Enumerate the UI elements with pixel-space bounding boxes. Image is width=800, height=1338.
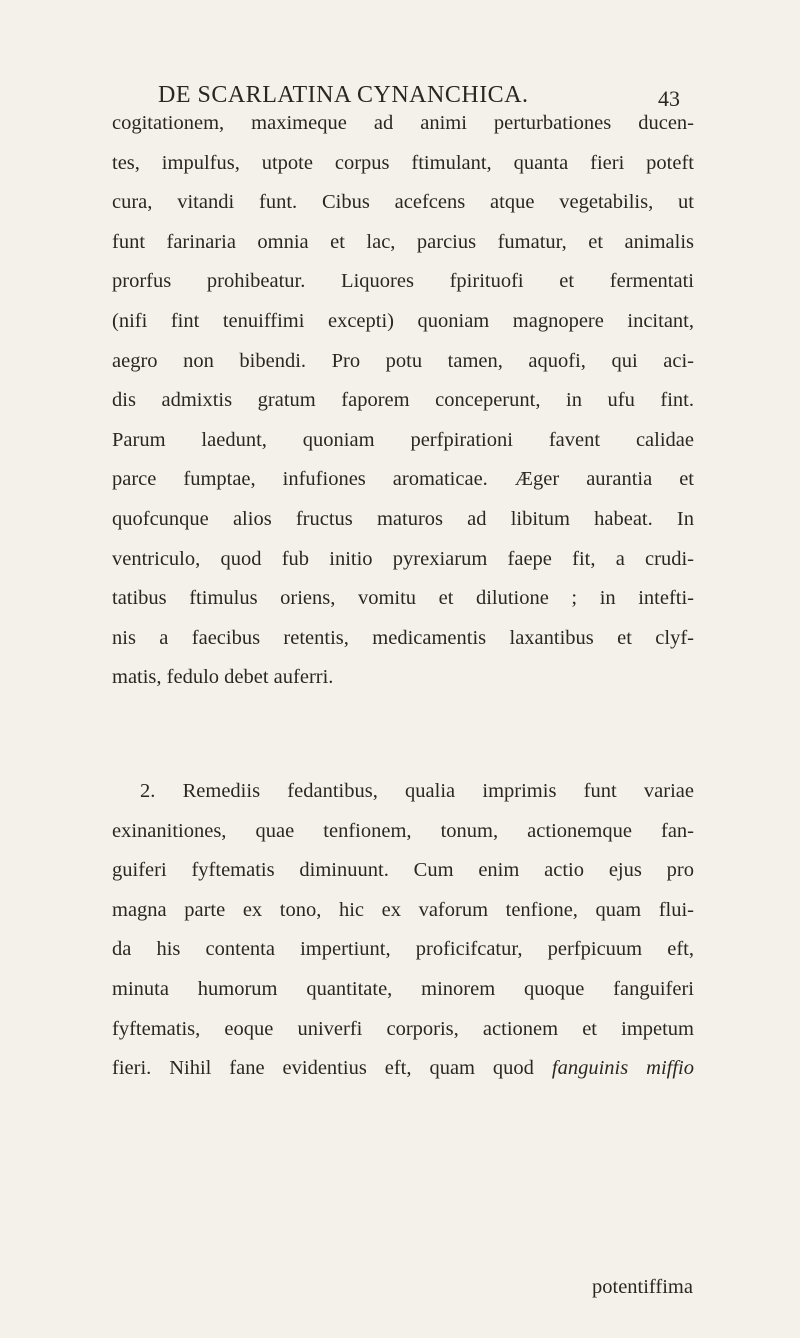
text-line: matis, fedulo debet auferri.	[112, 666, 334, 689]
text-line: ventriculo, quod fub initio pyrexiarum faepe fit, a crudi-	[112, 547, 694, 570]
italic-segment: fanguinis miffio	[551, 1057, 694, 1080]
text-line: tes, impulfus, utpote corpus ftimulant, quanta fieri poteft	[112, 151, 694, 174]
text-line: nis a faecibus retentis, medicamentis laxantibus et clyf-	[112, 626, 694, 649]
text-line: prorfus prohibeatur. Liquores fpirituofi et fermentati	[112, 270, 694, 293]
text-line: funt farinaria omnia et lac, parcius fumatur, et animalis	[112, 230, 694, 253]
text-segment: fieri. Nihil fane evidentius eft, quam quod	[112, 1057, 552, 1080]
text-line: cogitationem, maximeque ad animi perturbationes ducen-	[112, 112, 694, 134]
catchword: potentiffima	[592, 1276, 693, 1298]
text-line: exinanitiones, quae tenfionem, tonum, actionemque fan-	[112, 819, 694, 842]
running-title: DE SCARLATINA CYNANCHICA.	[158, 82, 529, 108]
text-line: guiferi fyftematis diminuunt. Cum enim actio ejus pro	[112, 859, 694, 882]
page-number: 43	[658, 86, 680, 111]
paragraph-2	[112, 772, 694, 1089]
text-line: quofcunque alios fructus maturos ad libitum habeat. In	[112, 507, 694, 530]
text-line: (nifi fint tenuiffimi excepti) quoniam magnopere incitant,	[112, 309, 694, 332]
text-line: da his contenta impertiunt, proficifcatur, perfpicuum eft,	[112, 938, 694, 961]
text-line: tatibus ftimulus oriens, vomitu et dilutione ; in intefti-	[112, 587, 694, 610]
text-line: magna parte ex tono, hic ex vaforum tenfione, quam flui-	[112, 898, 694, 921]
text-line: minuta humorum quantitate, minorem quoque fanguiferi	[112, 977, 694, 1000]
text-line: aegro non bibendi. Pro potu tamen, aquofi, qui aci-	[112, 349, 694, 372]
text-line: Parum laedunt, quoniam perfpirationi favent calidae	[112, 428, 694, 451]
paragraph-1	[112, 104, 694, 698]
text-line: parce fumptae, infufiones aromaticae. Æger aurantia et	[112, 468, 694, 491]
text-line-last	[112, 1049, 694, 1089]
text-line: cura, vitandi funt. Cibus acefcens atque vegetabilis, ut	[112, 191, 694, 214]
text-line: 2. Remediis fedantibus, qualia imprimis funt variae	[140, 780, 694, 802]
text-line: dis admixtis gratum faporem conceperunt, in ufu fint.	[112, 389, 694, 412]
text-line: fyftematis, eoque univerfi corporis, actionem et impetum	[112, 1017, 694, 1040]
